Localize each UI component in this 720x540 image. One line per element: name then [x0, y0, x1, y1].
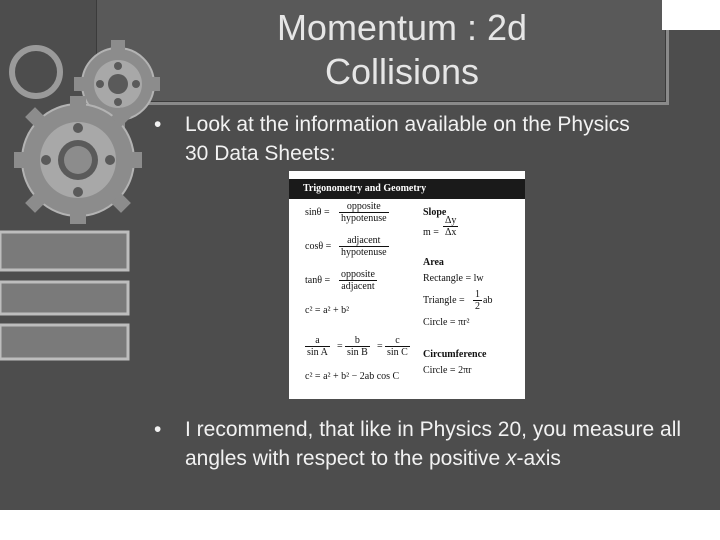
sine-law-a: [305, 335, 330, 358]
deco-bar-2: [0, 282, 128, 314]
slope-den: Δx: [445, 227, 457, 238]
slope-fraction: [443, 215, 458, 238]
area-heading: Area: [423, 257, 444, 268]
bottom-margin: [0, 510, 720, 540]
slide-title: [120, 6, 684, 94]
bullet-marker: •: [154, 418, 162, 441]
title-line-1: Momentum : 2d: [276, 7, 528, 48]
cos-denominator: hypotenuse: [341, 247, 387, 258]
tan-numerator: opposite: [341, 269, 375, 280]
tan-lhs: tanθ =: [305, 275, 331, 286]
triangle-fraction: [473, 289, 482, 312]
title-line-2: Collisions: [324, 51, 480, 92]
tan-denominator: adjacent: [341, 281, 375, 292]
bullet-2-suffix: -axis: [516, 447, 561, 470]
cos-fraction: [339, 235, 389, 258]
bullet-2-text: I recommend, that like in Physics 20, you measure all angles with respect to the positive: [185, 418, 682, 470]
equals-1: =: [337, 341, 343, 352]
cos-numerator: adjacent: [339, 235, 389, 247]
data-sheet-header: Trigonometry and Geometry: [289, 179, 525, 199]
sine-law-b-den: sin B: [347, 347, 368, 358]
sine-law-b: [345, 335, 370, 358]
data-sheet-image: [289, 171, 525, 399]
sine-law-b-num: b: [345, 335, 370, 347]
slope-num: Δy: [445, 215, 457, 226]
bullet-1: [154, 110, 654, 168]
tan-fraction: [339, 269, 377, 292]
sine-law-c: [385, 335, 410, 358]
rectangle-area: Rectangle = lw: [423, 273, 484, 284]
small-ring-gear: [12, 48, 60, 96]
slope-lhs: m =: [423, 227, 439, 238]
bullet-2-italic-x: x: [506, 447, 517, 470]
triangle-den: 2: [475, 301, 480, 312]
circumference-heading: Circumference: [423, 349, 487, 360]
sin-lhs: sinθ =: [305, 207, 330, 218]
equals-2: =: [377, 341, 383, 352]
triangle-lhs: Triangle =: [423, 295, 465, 306]
triangle-rhs: ab: [483, 295, 493, 306]
bullet-1-text: Look at the information available on the Physics 30 Data Sheets:: [185, 113, 630, 165]
sine-law-a-den: sin A: [307, 347, 328, 358]
sine-law-a-num: a: [305, 335, 330, 347]
slope-heading: Slope: [423, 207, 447, 218]
sine-law-c-num: c: [385, 335, 410, 347]
circle-area: Circle = πr²: [423, 317, 470, 328]
pythagorean-formula: c² = a² + b²: [305, 305, 350, 316]
triangle-num: 1: [475, 289, 480, 300]
bullet-2: [154, 415, 694, 473]
sin-denominator: hypotenuse: [341, 213, 387, 224]
sin-fraction: [339, 201, 389, 224]
bullet-marker: •: [154, 113, 162, 136]
circle-circumference: Circle = 2πr: [423, 365, 472, 376]
sin-numerator: opposite: [339, 201, 389, 213]
deco-bar-1: [0, 232, 128, 270]
cosine-law: c² = a² + b² − 2ab cos C: [305, 371, 400, 382]
large-gear: [14, 96, 142, 224]
sine-law-c-den: sin C: [387, 347, 408, 358]
cos-lhs: cosθ =: [305, 241, 332, 252]
deco-bar-3: [0, 325, 128, 359]
